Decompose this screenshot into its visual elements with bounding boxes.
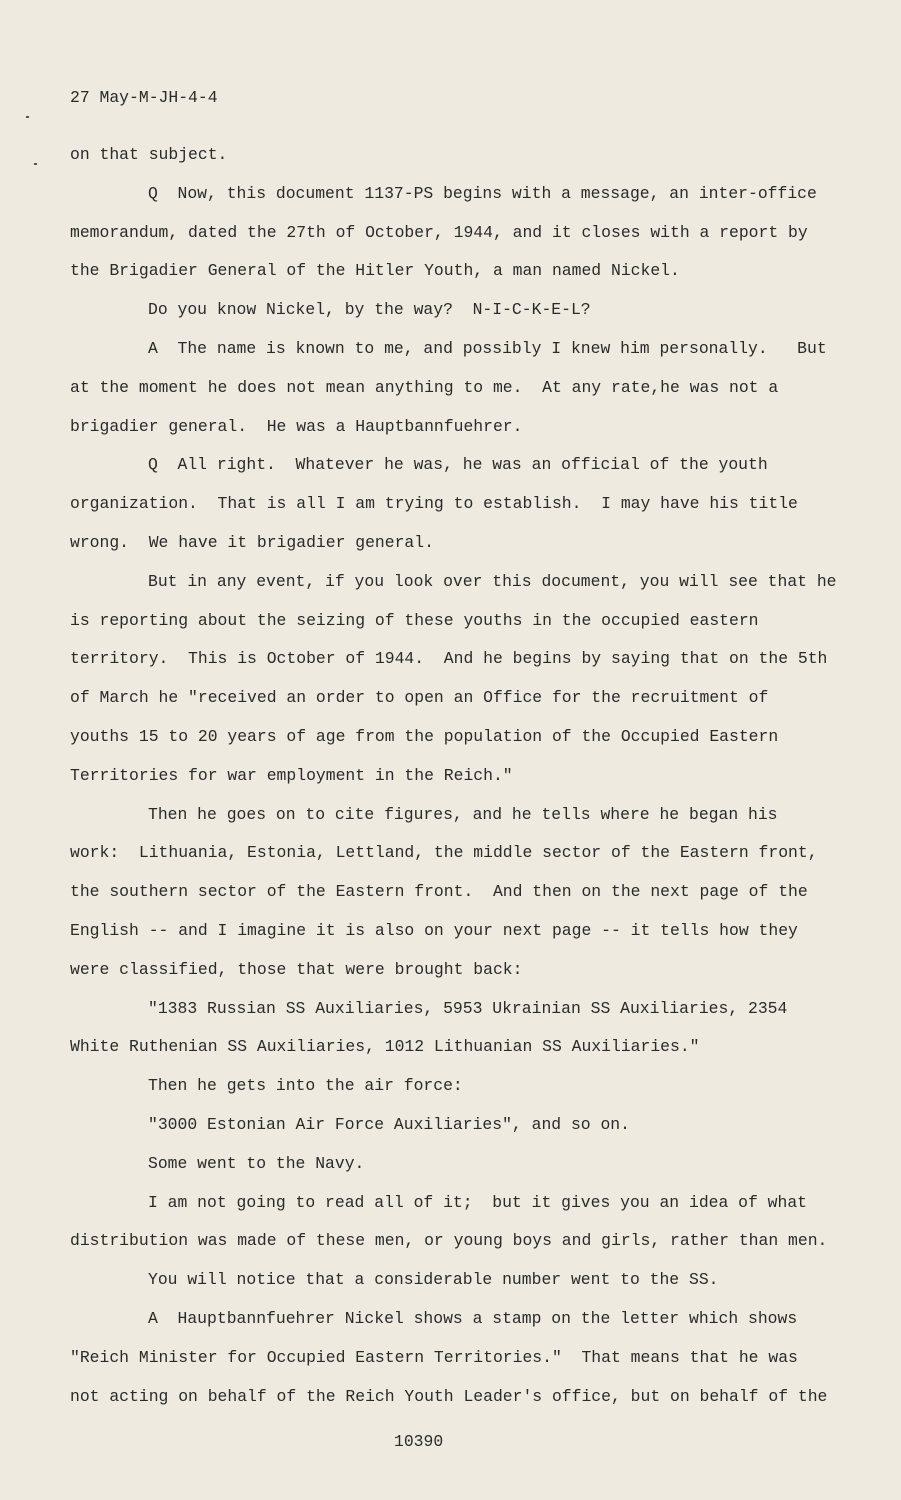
text-line: But in any event, if you look over this document, you will see that he (148, 571, 837, 591)
text-line: A The name is known to me, and possibly I knew him personally. But (148, 338, 827, 358)
page-number: 10390 (394, 1432, 444, 1451)
text-line: work: Lithuania, Estonia, Lettland, the middle sector of the Eastern front, (70, 843, 818, 863)
text-line: memorandum, dated the 27th of October, 1944, and it closes with a report by (70, 222, 808, 242)
text-line: brigadier general. He was a Hauptbannfuehrer. (70, 416, 523, 436)
text-line: distribution was made of these men, or young boys and girls, rather than men. (70, 1231, 828, 1251)
text-line: Territories for war employment in the Reich." (70, 765, 513, 785)
text-line: "3000 Estonian Air Force Auxiliaries", and so on. (148, 1114, 630, 1134)
text-line: White Ruthenian SS Auxiliaries, 1012 Lithuanian SS Auxiliaries." (70, 1037, 700, 1057)
text-line: were classified, those that were brought back: (70, 959, 523, 979)
text-line: of March he "received an order to open an Office for the recruitment of (70, 688, 769, 708)
text-line: "1383 Russian SS Auxiliaries, 5953 Ukrainian SS Auxiliaries, 2354 (148, 998, 788, 1018)
text-line: organization. That is all I am trying to establish. I may have his title (70, 494, 798, 514)
text-line: Do you know Nickel, by the way? N-I-C-K-E-L? (148, 300, 591, 320)
text-line: Some went to the Navy. (148, 1153, 365, 1173)
text-line: wrong. We have it brigadier general. (70, 532, 434, 552)
text-line: A Hauptbannfuehrer Nickel shows a stamp on the letter which shows (148, 1308, 798, 1328)
text-line: Then he gets into the air force: (148, 1076, 463, 1096)
text-line: I am not going to read all of it; but it gives you an idea of what (148, 1192, 808, 1212)
text-line: not acting on behalf of the Reich Youth Leader's office, but on behalf of the (70, 1386, 828, 1406)
text-line: Q Now, this document 1137-PS begins with a message, an inter-office (148, 183, 817, 203)
text-line: the southern sector of the Eastern front. And then on the next page of the (70, 882, 808, 902)
text-line: You will notice that a considerable number went to the SS. (148, 1270, 719, 1290)
page-header: 27 May-M-JH-4-4 (70, 88, 218, 107)
text-line: Then he goes on to cite figures, and he tells where he began his (148, 804, 778, 824)
text-line: youths 15 to 20 years of age from the population of the Occupied Eastern (70, 726, 779, 746)
text-line: at the moment he does not mean anything to me. At any rate,he was not a (70, 377, 779, 397)
document-body (70, 144, 870, 1424)
text-line: English -- and I imagine it is also on your next page -- it tells how they (70, 920, 798, 940)
text-line: Q All right. Whatever he was, he was an official of the youth (148, 455, 768, 475)
text-line: territory. This is October of 1944. And he begins by saying that on the 5th (70, 649, 828, 669)
text-line: "Reich Minister for Occupied Eastern Territories." That means that he was (70, 1347, 798, 1367)
text-line: the Brigadier General of the Hitler Youth, a man named Nickel. (70, 261, 680, 281)
text-line: on that subject. (70, 145, 228, 164)
margin-mark (34, 163, 37, 165)
text-line: is reporting about the seizing of these youths in the occupied eastern (70, 610, 759, 630)
margin-mark (26, 116, 29, 118)
